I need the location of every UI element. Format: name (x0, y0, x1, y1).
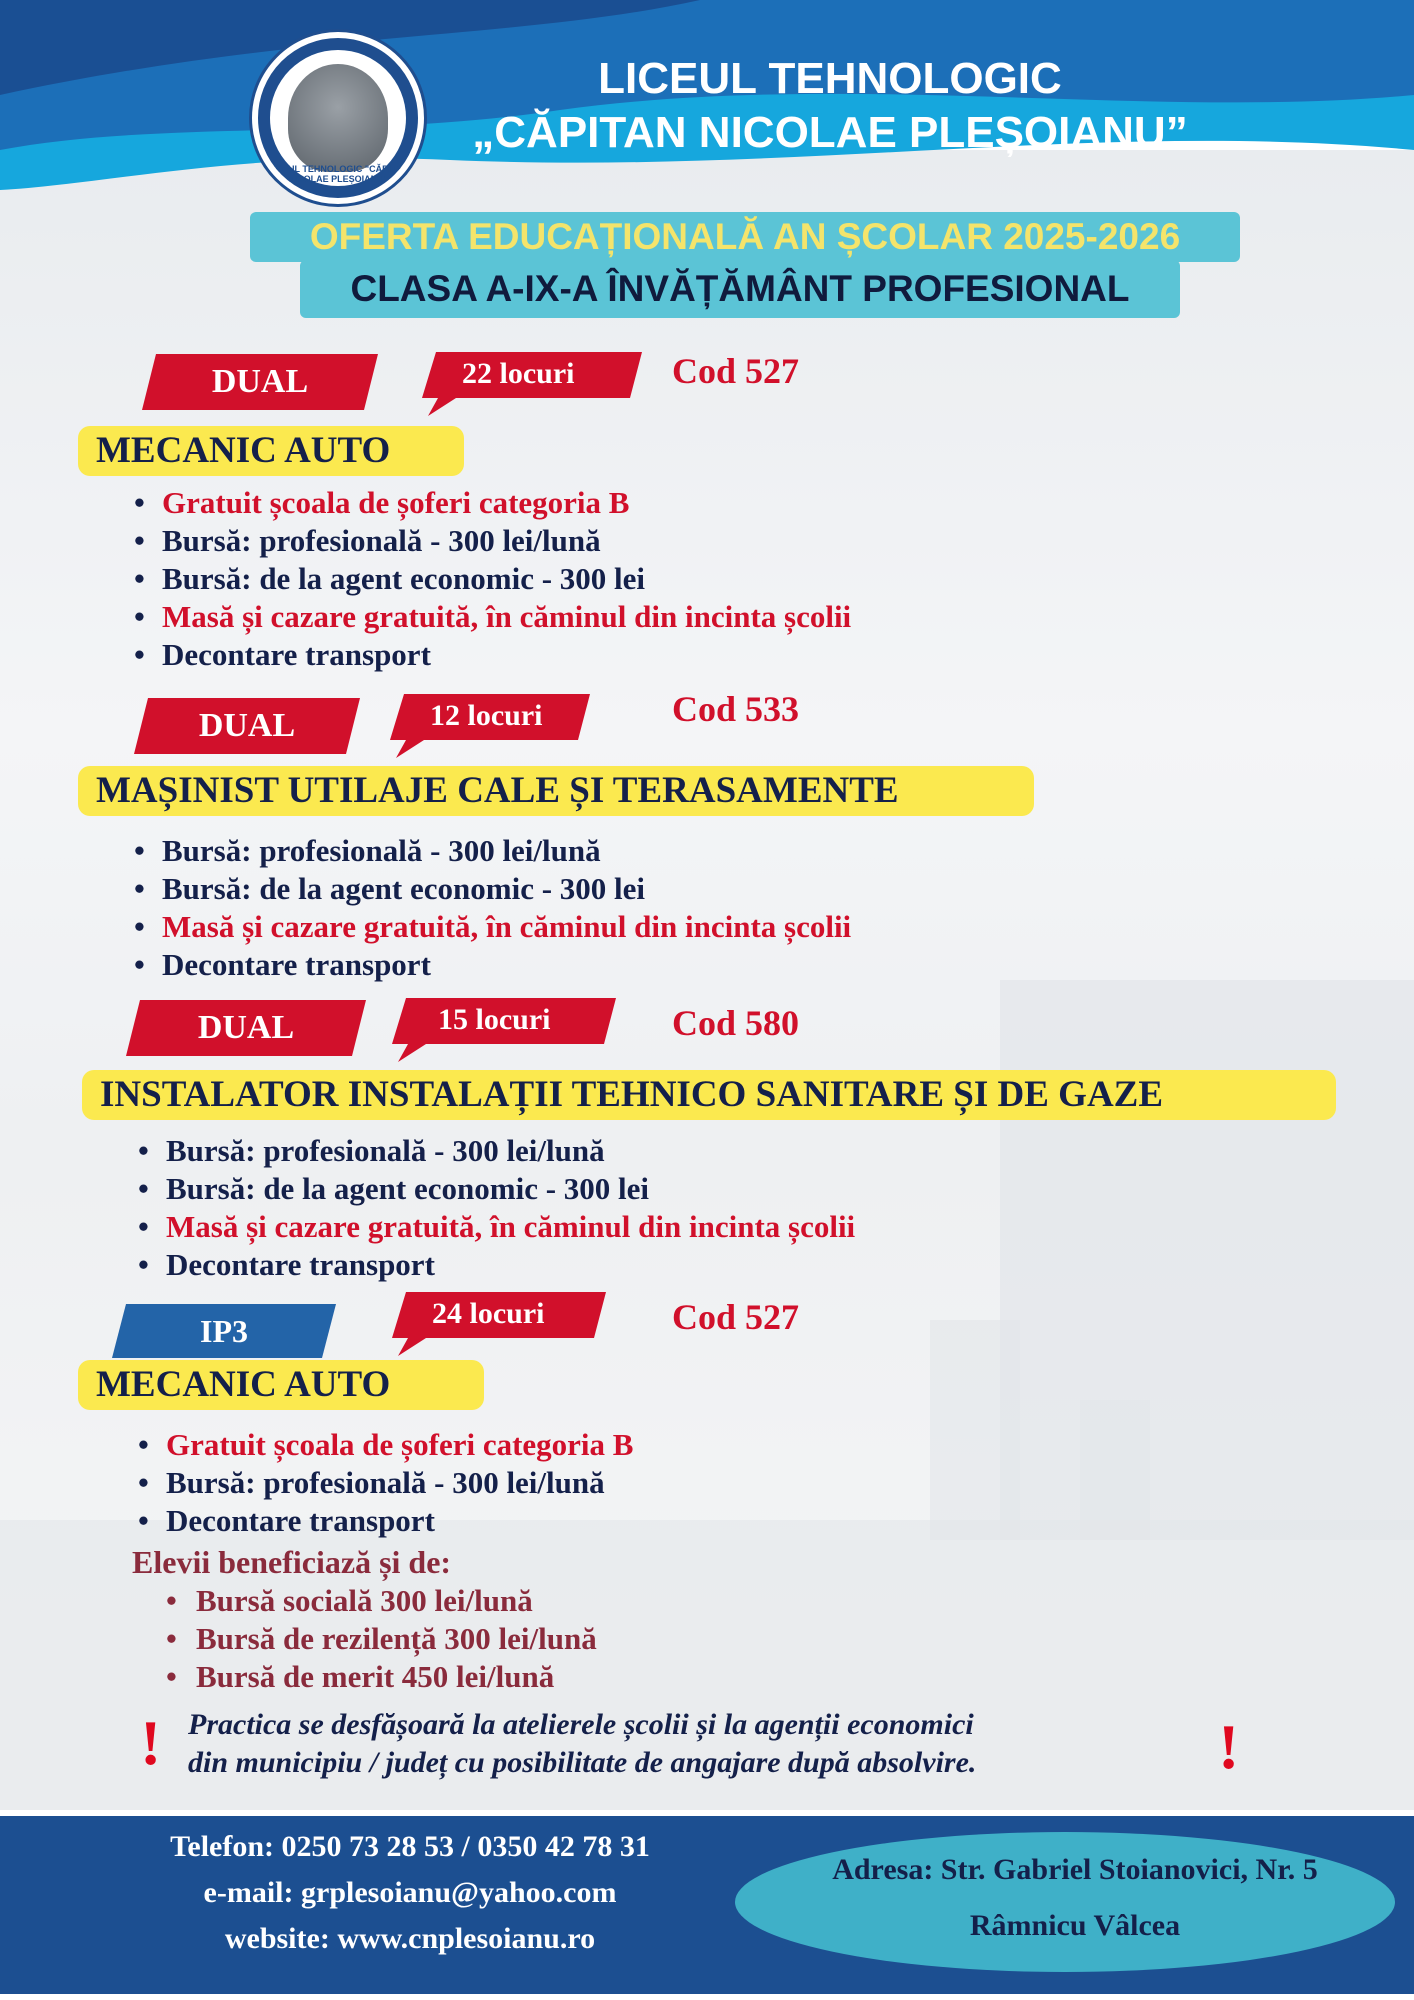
program-cod: Cod 527 (672, 351, 800, 391)
practica-line1: Practica se desfășoară la atelierele școlii și la agenții economici (188, 1708, 974, 1741)
website-link[interactable]: website: www.cnplesoianu.ro (224, 1922, 596, 1955)
list-item: • Bursă: profesională - 300 lei/lună (132, 1132, 855, 1170)
program-locuri-tag: 12 locuri (390, 694, 590, 758)
practica-note (188, 1706, 1228, 1782)
list-item: • Bursă de rezilență 300 lei/lună (160, 1620, 597, 1658)
program-locuri-tag: 24 locuri (392, 1292, 606, 1356)
list-item: • Bursă: profesională - 300 lei/lună (128, 832, 851, 870)
school-title (430, 52, 1230, 160)
list-item: • Gratuit școala de șoferi categoria B (128, 484, 851, 522)
address-line2: Râmnicu Vâlcea (969, 1909, 1181, 1942)
program-cod: Cod 533 (672, 689, 800, 729)
program-type-tag: DUAL (126, 1000, 366, 1056)
list-item: • Masă și cazare gratuită, în căminul din incinta școlii (132, 1208, 855, 1246)
background-tower (930, 1320, 1020, 1540)
program-locuri-tag: 22 locuri (422, 352, 642, 416)
practica-line2: din municipiu / județ cu posibilitate de angajare după absolvire. (188, 1746, 977, 1779)
list-item: • Decontare transport (128, 636, 851, 674)
address-line1: Adresa: Str. Gabriel Stoianovici, Nr. 5 (832, 1853, 1318, 1886)
school-title-line2: „CĂPITAN NICOLAE PLEȘOIANU” (472, 108, 1188, 157)
phone-text: Telefon: 0250 73 28 53 / 0350 42 78 31 (170, 1830, 650, 1863)
list-item: • Decontare transport (132, 1246, 855, 1284)
list-item: • Gratuit școala de șoferi categoria B (132, 1426, 633, 1464)
exclamation-icon: ! (140, 1707, 162, 1778)
list-item: • Bursă: de la agent economic - 300 lei (132, 1170, 855, 1208)
background-building (1000, 980, 1414, 1540)
email-link[interactable]: e-mail: grplesoianu@yahoo.com (203, 1876, 617, 1909)
school-title-line1: LICEUL TEHNOLOGIC (598, 54, 1062, 103)
program-cod: Cod 580 (672, 1003, 800, 1043)
list-item: • Decontare transport (132, 1502, 633, 1540)
list-item: • Bursă socială 300 lei/lună (160, 1582, 597, 1620)
program-title: INSTALATOR INSTALAȚII TEHNICO SANITARE ȘI DE GAZE (82, 1070, 1336, 1120)
program-benefits-list (132, 1426, 633, 1540)
program-title: MECANIC AUTO (78, 426, 464, 476)
program-type-tag: DUAL (134, 698, 360, 754)
program-type-tag: DUAL (142, 354, 378, 410)
program-benefits-list (132, 1132, 855, 1284)
program-type-tag: IP3 (112, 1304, 336, 1358)
list-item: • Bursă: profesională - 300 lei/lună (128, 522, 851, 560)
list-item: • Decontare transport (128, 946, 851, 984)
logo-text: LICEUL TEHNOLOGIC "CĂPITAN NICOLAE PLEȘOIANU" (267, 164, 409, 184)
list-item: • Bursă: de la agent economic - 300 lei (128, 560, 851, 598)
benefits-heading: Elevii beneficiază și de: (132, 1544, 452, 1580)
background-tower (1080, 1400, 1150, 1540)
school-logo (252, 32, 424, 204)
exclamation-icon: ! (1218, 1711, 1240, 1782)
list-item: • Bursă de merit 450 lei/lună (160, 1658, 597, 1696)
program-locuri-tag: 15 locuri (392, 998, 616, 1062)
contact-info (80, 1824, 740, 1962)
clasa-banner: CLASA A-IX-A ÎNVĂȚĂMÂNT PROFESIONAL (300, 260, 1180, 318)
program-title: MECANIC AUTO (78, 1360, 484, 1410)
program-title: MAȘINIST UTILAJE CALE ȘI TERASAMENTE (78, 766, 1034, 816)
program-benefits-list (128, 484, 851, 674)
list-item: • Bursă: profesională - 300 lei/lună (132, 1464, 633, 1502)
address-text (760, 1842, 1390, 1954)
program-cod: Cod 527 (672, 1297, 800, 1337)
portrait-icon (288, 64, 388, 172)
list-item: • Masă și cazare gratuită, în căminul din incinta școlii (128, 908, 851, 946)
extra-benefits-list (160, 1582, 597, 1696)
list-item: • Bursă: de la agent economic - 300 lei (128, 870, 851, 908)
list-item: • Masă și cazare gratuită, în căminul din incinta școlii (128, 598, 851, 636)
oferta-banner: OFERTA EDUCAȚIONALĂ AN ȘCOLAR 2025-2026 (250, 212, 1240, 262)
program-benefits-list (128, 832, 851, 984)
